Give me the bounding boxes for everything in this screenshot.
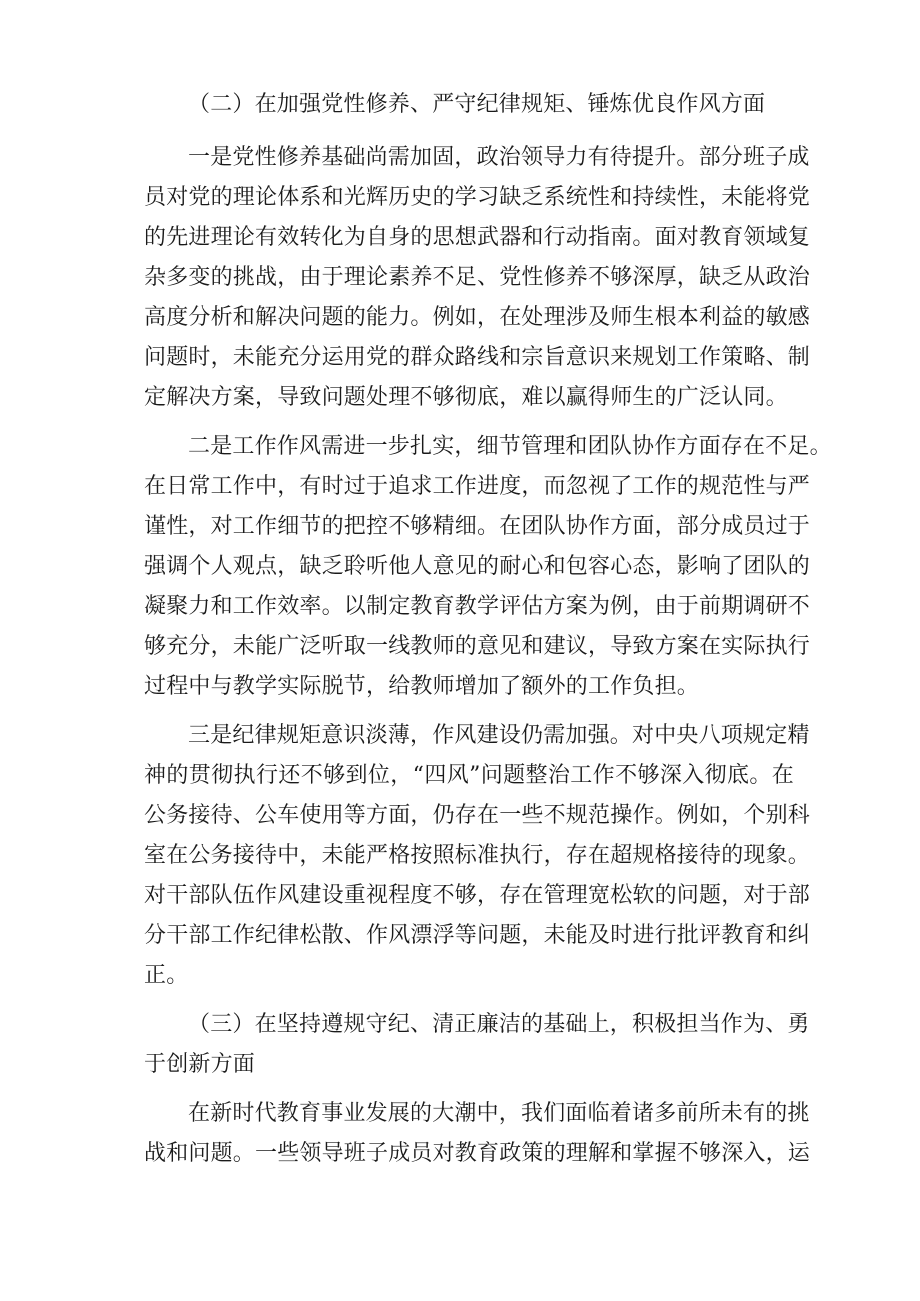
paragraph-line: 员对党的理论体系和光辉历史的学习缺乏系统性和持续性，未能将党: [144, 185, 811, 210]
section-heading: （二）在加强党性修养、严守纪律规矩、锤炼优良作风方面: [188, 92, 766, 117]
paragraph-line: 在日常工作中，有时过于追求工作进度，而忽视了工作的规范性与严: [144, 474, 811, 499]
paragraph-line: 分干部工作纪律松散、作风漂浮等问题，未能及时进行批评教育和纠: [144, 923, 811, 948]
paragraph-line: 杂多变的挑战，由于理论素养不足、党性修养不够深厚，缺乏从政治: [144, 265, 811, 290]
paragraph-line: 室在公务接待中，未能严格按照标准执行，存在超规格接待的现象。: [144, 843, 811, 868]
paragraph-line: 在新时代教育事业发展的大潮中，我们面临着诸多前所未有的挑: [188, 1101, 810, 1126]
paragraph-line: 凝聚力和工作效率。以制定教育教学评估方案为例，由于前期调研不: [144, 594, 811, 619]
section-heading: 于创新方面: [144, 1052, 256, 1077]
paragraph-line: 战和问题。一些领导班子成员对教育政策的理解和掌握不够深入，运: [144, 1141, 811, 1166]
paragraph-line: 强调个人观点，缺乏聆听他人意见的耐心和包容心态，影响了团队的: [144, 554, 811, 579]
section-heading: （三）在坚持遵规守纪、清正廉洁的基础上，积极担当作为、勇: [188, 1012, 810, 1037]
paragraph-line: 问题时，未能充分运用党的群众路线和宗旨意识来规划工作策略、制: [144, 345, 811, 370]
paragraph-line: 神的贯彻执行还不够到位，“四风”问题整治工作不够深入彻底。在: [144, 763, 794, 788]
paragraph-line: 对干部队伍作风建设重视程度不够，存在管理宽松软的问题，对于部: [144, 883, 811, 908]
paragraph-line: 正。: [144, 963, 189, 988]
paragraph-line: 过程中与教学实际脱节，给教师增加了额外的工作负担。: [144, 674, 700, 699]
paragraph-line: 的先进理论有效转化为自身的思想武器和行动指南。面对教育领域复: [144, 225, 811, 250]
paragraph-line: 二是工作作风需进一步扎实，细节管理和团队协作方面存在不足。: [188, 434, 832, 459]
paragraph-line: 三是纪律规矩意识淡薄，作风建设仍需加强。对中央八项规定精: [188, 723, 810, 748]
paragraph-line: 够充分，未能广泛听取一线教师的意见和建议，导致方案在实际执行: [144, 634, 811, 659]
paragraph-line: 一是党性修养基础尚需加固，政治领导力有待提升。部分班子成: [188, 145, 810, 170]
paragraph-line: 公务接待、公车使用等方面，仍存在一些不规范操作。例如，个别科: [144, 803, 811, 828]
paragraph-line: 谨性，对工作细节的把控不够精细。在团队协作方面，部分成员过于: [144, 514, 811, 539]
paragraph-line: 高度分析和解决问题的能力。例如，在处理涉及师生根本利益的敏感: [144, 305, 811, 330]
paragraph-line: 定解决方案，导致问题处理不够彻底，难以赢得师生的广泛认同。: [144, 385, 788, 410]
